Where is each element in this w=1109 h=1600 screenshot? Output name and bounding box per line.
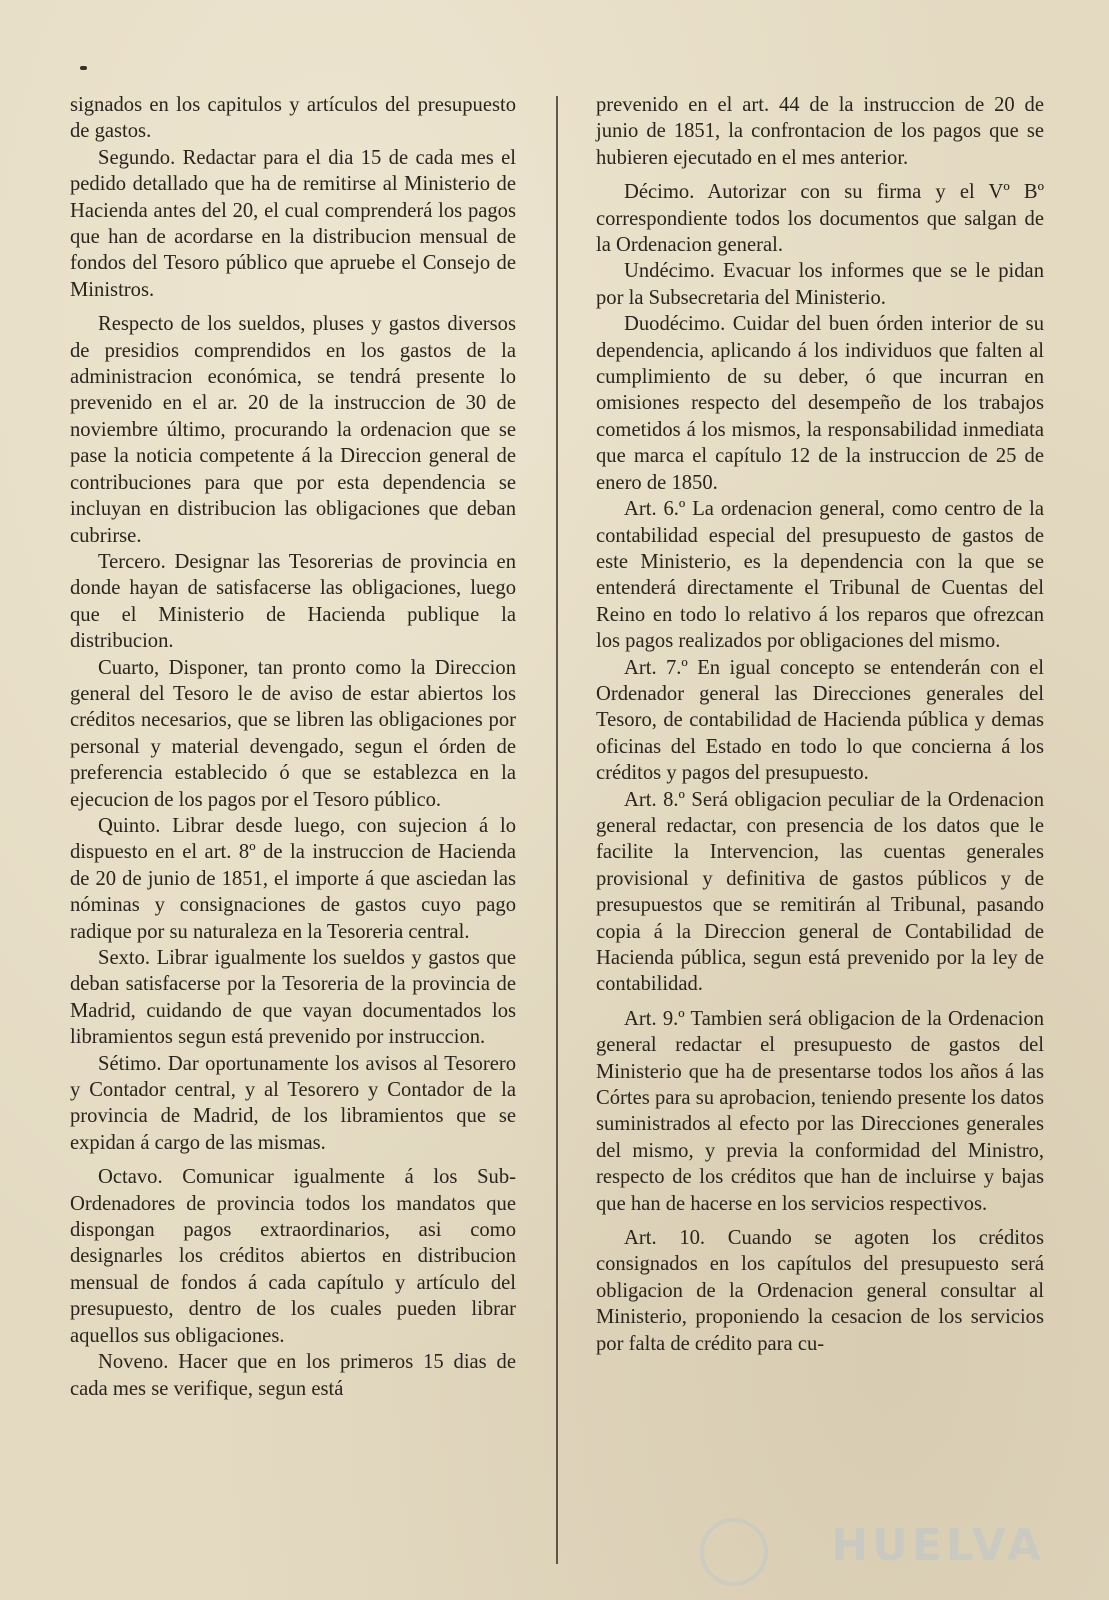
paragraph: Octavo. Comunicar igualmente á los Sub-Ordenadores de provincia todos los mandatos que dispongan pagos extraordinarios, asi como designarles los créditos abiertos en distribucion mensual de fondos á cada capítulo y artículo del presupuesto, dentro de los cuales pueden librar aquellos sus obligaciones.	[70, 1166, 516, 1347]
right-column	[596, 92, 1044, 1357]
column-divider	[556, 96, 558, 1564]
paragraph: Cuarto, Disponer, tan pronto como la Direccion general del Tesoro le de aviso de estar abiertos los créditos necesarios, que se libren las obligaciones por personal y material devengado, segun el órden de preferencia establecido ó que se establezca en la ejecucion de los pagos por el Tesoro público.	[70, 656, 516, 811]
paragraph: Art. 8.º Será obligacion peculiar de la Ordenacion general redactar, con presencia de los datos que le facilite la Intervencion, las cuentas generales provisional y definitiva de gastos públicos y de presupuestos que se remitirán al Tribunal, pasando copia á la Direccion general de Contabilidad de Hacienda pública, segun está prevenido por la ley de contabilidad.	[596, 788, 1044, 996]
paragraph: Sétimo. Dar oportunamente los avisos al Tesorero y Contador central, y al Tesorero y Contador de la provincia de Madrid, de los libramientos que se expidan á cargo de las mismas.	[70, 1052, 516, 1154]
paragraph: Respecto de los sueldos, pluses y gastos diversos de presidios comprendidos en los gastos de la administracion económica, se tendrá presente lo prevenido en el ar. 20 de la instruccion de 30 de noviembre último, procurando la ordenacion que se pase la noticia competente á la Direccion general de contribuciones para que por esta dependencia se incluyan en distribucion las obligaciones que deban cubrirse.	[70, 313, 516, 547]
ink-mark	[80, 66, 87, 70]
paragraph: Sexto. Librar igualmente los sueldos y gastos que deban satisfacerse por la Tesoreria de la provincia de Madrid, cuidando de que vayan documentados los libramientos segun está prevenido por instruccion.	[70, 947, 516, 1049]
watermark: HUELVA	[831, 1520, 1045, 1571]
paragraph: Quinto. Librar desde luego, con sujecion á lo dispuesto en el art. 8º de la instruccion de Hacienda de 20 de junio de 1851, el importe á que asciedan las nóminas y consignaciones de gastos cuyo pago radique por su naturaleza en la Tesoreria central.	[70, 814, 516, 943]
paragraph: Duodécimo. Cuidar del buen órden interior de su dependencia, aplicando á los individuos que falten al cumplimiento de su deber, ó que incurran en omisiones respecto del desempeño de los trabajos cometidos á los mismos, la responsabilidad inmediata que marca el capítulo 12 de la instruccion de 25 de enero de 1850.	[596, 313, 1044, 494]
paragraph: Art. 10. Cuando se agoten los créditos consignados en los capítulos del presupuesto será obligacion de la Ordenacion general consultar al Ministerio, proponiendo la cesacion de los servicios por falta de crédito para cu-	[596, 1227, 1044, 1355]
paragraph: Art. 7.º En igual concepto se entenderán con el Ordenador general las Direcciones generales del Tesoro, de contabilidad de Hacienda pública y demas oficinas del Estado en todo lo que concierna á los créditos y pagos del presupuesto.	[596, 656, 1044, 785]
paragraph: Art. 6.º La ordenacion general, como centro de la contabilidad especial del presupuesto de gastos de este Ministerio, es la dependencia con la que se entenderá directamente el Tribunal de Cuentas del Reino en todo lo relativo á los reparos que ofrezcan los pagos realizados por obligaciones del mismo.	[596, 498, 1044, 653]
paragraph: Art. 9.º Tambien será obligacion de la Ordenacion general redactar el presupuesto de gastos del Ministerio que ha de presentarse todos los años á las Córtes para su aprobacion, teniendo presente los datos suministrados al efecto por las Direcciones generales del mismo, y previa la conformidad del Ministro, respecto de los créditos que han de incluirse y bajas que han de hacerse en los servicios respectivos.	[596, 1007, 1044, 1215]
paragraph: Segundo. Redactar para el dia 15 de cada mes el pedido detallado que ha de remitirse al Ministerio de Hacienda antes del 20, el cual comprenderá los pagos que han de acordarse en la distribucion mensual de fondos del Tesoro público que apruebe el Consejo de Ministros.	[70, 146, 516, 301]
paragraph: Tercero. Designar las Tesorerias de provincia en donde hayan de satisfacerse las obligaciones, luego que el Ministerio de Hacienda publique la distribucion.	[70, 550, 516, 653]
paragraph: Undécimo. Evacuar los informes que se le pidan por la Subsecretaria del Ministerio.	[596, 260, 1044, 309]
paragraph: signados en los capitulos y artículos del presupuesto de gastos.	[70, 94, 516, 143]
paragraph: prevenido en el art. 44 de la instruccion de 20 de junio de 1851, la confrontacion de los pagos que se hubieren ejecutado en el mes anterior.	[596, 94, 1044, 169]
paragraph: Noveno. Hacer que en los primeros 15 dias de cada mes se verifique, segun está	[70, 1351, 516, 1400]
paragraph: Décimo. Autorizar con su firma y el Vº Bº correspondiente todos los documentos que salgan de la Ordenacion general.	[596, 181, 1044, 257]
left-column	[70, 92, 516, 1402]
